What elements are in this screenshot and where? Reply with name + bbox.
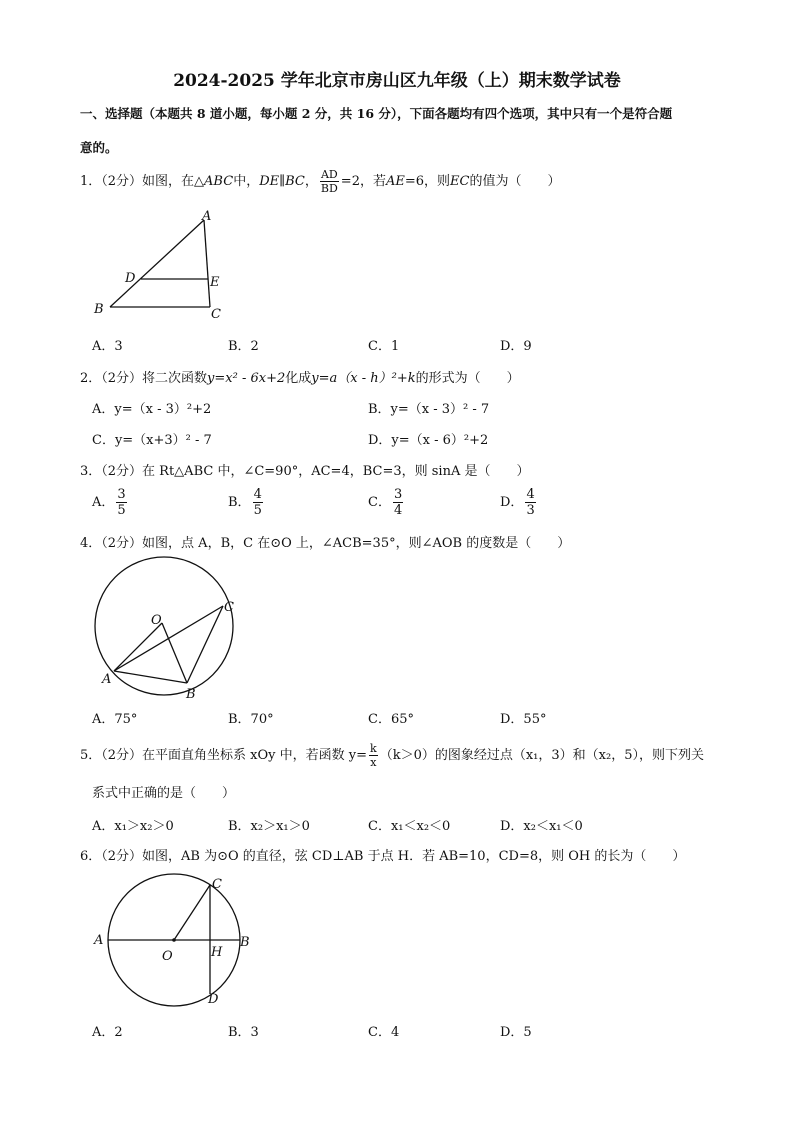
fig1-label-c: C: [211, 307, 221, 322]
question-5-text: 5．（2分）在平面直角坐标系 xOy 中，若函数 y= $\frac{k}{x}$ （k＞0）的图象经过点（x₁，3）和（x₂，5），则下列关: [80, 742, 704, 769]
q1-option-a[interactable]: A．3: [92, 339, 123, 354]
question-3-text: 3．（2分）在 Rt△ABC 中，∠C=90°，AC=4，BC=3，则 sinA 是（ ）: [80, 464, 530, 479]
q1-option-b[interactable]: B．2: [228, 339, 259, 354]
question-4-figure: [90, 558, 250, 703]
q4-option-b[interactable]: B．70°: [228, 712, 274, 727]
page-title: 2024-2025 学年北京市房山区九年级（上）期末数学试卷: [173, 71, 621, 91]
q6-option-d[interactable]: D．5: [500, 1025, 532, 1040]
q1-option-c[interactable]: C．1: [368, 339, 400, 354]
fig6-label-d: D: [208, 992, 219, 1007]
q4-option-a[interactable]: A．75°: [92, 712, 138, 727]
q5-option-b[interactable]: B．x₂＞x₁＞0: [228, 819, 310, 834]
q3-option-a[interactable]: A． $\frac{3}{5}$: [92, 487, 126, 518]
q6-option-a[interactable]: A．2: [92, 1025, 123, 1040]
q4-option-c[interactable]: C．65°: [368, 712, 414, 727]
question-6-text: 6．（2分）如图，AB 为⊙O 的直径，弦 CD⊥AB 于点 H．若 AB=10，CD=8，则 OH 的长为（ ）: [80, 849, 686, 864]
fig6-label-c: C: [212, 877, 222, 892]
q3-option-d[interactable]: D． $\frac{4}{3}$: [500, 487, 535, 518]
fig6-label-o: O: [162, 949, 173, 964]
question-2-text: 2．（2分）将二次函数y=x² - 6x+2化成y=a（x - h）²+k的形式为（ ）: [80, 371, 520, 386]
fig1-label-b: B: [94, 302, 104, 317]
fig4-label-b: B: [186, 687, 196, 702]
question-4-text: 4．（2分）如图，点 A，B，C 在⊙O 上，∠ACB=35°，则∠AOB 的度数是（ ）: [80, 536, 571, 551]
fig4-label-o: O: [151, 613, 162, 628]
fig6-label-a: A: [94, 933, 104, 948]
q3-option-b[interactable]: B． $\frac{4}{5}$: [228, 487, 262, 518]
q2-option-c[interactable]: C．y=（x+3）² - 7: [92, 433, 212, 448]
q5-option-c[interactable]: C．x₁＜x₂＜0: [368, 819, 451, 834]
fig4-label-c: C: [224, 600, 234, 615]
q2-option-d[interactable]: D．y=（x - 6）²+2: [368, 433, 489, 448]
q4-option-d[interactable]: D．55°: [500, 712, 547, 727]
question-1-text: 1．（2分）如图，在△ABC中，DE∥BC， $\frac{AD}{BD}$ =2，若AE=6，则EC的值为（ ）: [80, 168, 561, 195]
fig1-label-e: E: [210, 275, 220, 290]
q6-option-c[interactable]: C．4: [368, 1025, 400, 1040]
q1-option-d[interactable]: D．9: [500, 339, 532, 354]
q5-option-a[interactable]: A．x₁＞x₂＞0: [92, 819, 174, 834]
q6-option-b[interactable]: B．3: [228, 1025, 259, 1040]
section-header-line1: 一、选择题（本题共 8 道小题，每小题 2 分，共 16 分），下面各题均有四个选项，其中只有一个是符合题: [80, 106, 673, 121]
question-1-figure: [90, 205, 230, 325]
fig1-label-a: A: [202, 209, 212, 224]
q2-option-b[interactable]: B．y=（x - 3）² - 7: [368, 402, 490, 417]
fig1-label-d: D: [125, 271, 136, 286]
q2-option-a[interactable]: A．y=（x - 3）²+2: [92, 402, 212, 417]
fig4-label-a: A: [102, 672, 112, 687]
question-5-text-line2: 系式中正确的是（ ）: [92, 786, 236, 801]
q5-option-d[interactable]: D．x₂＜x₁＜0: [500, 819, 583, 834]
q3-option-c[interactable]: C． $\frac{3}{4}$: [368, 487, 403, 518]
fig6-label-b: B: [240, 935, 250, 950]
question-6-figure: [90, 872, 260, 1012]
fig6-label-h: H: [211, 945, 223, 960]
section-header-line2: 意的。: [80, 140, 118, 155]
